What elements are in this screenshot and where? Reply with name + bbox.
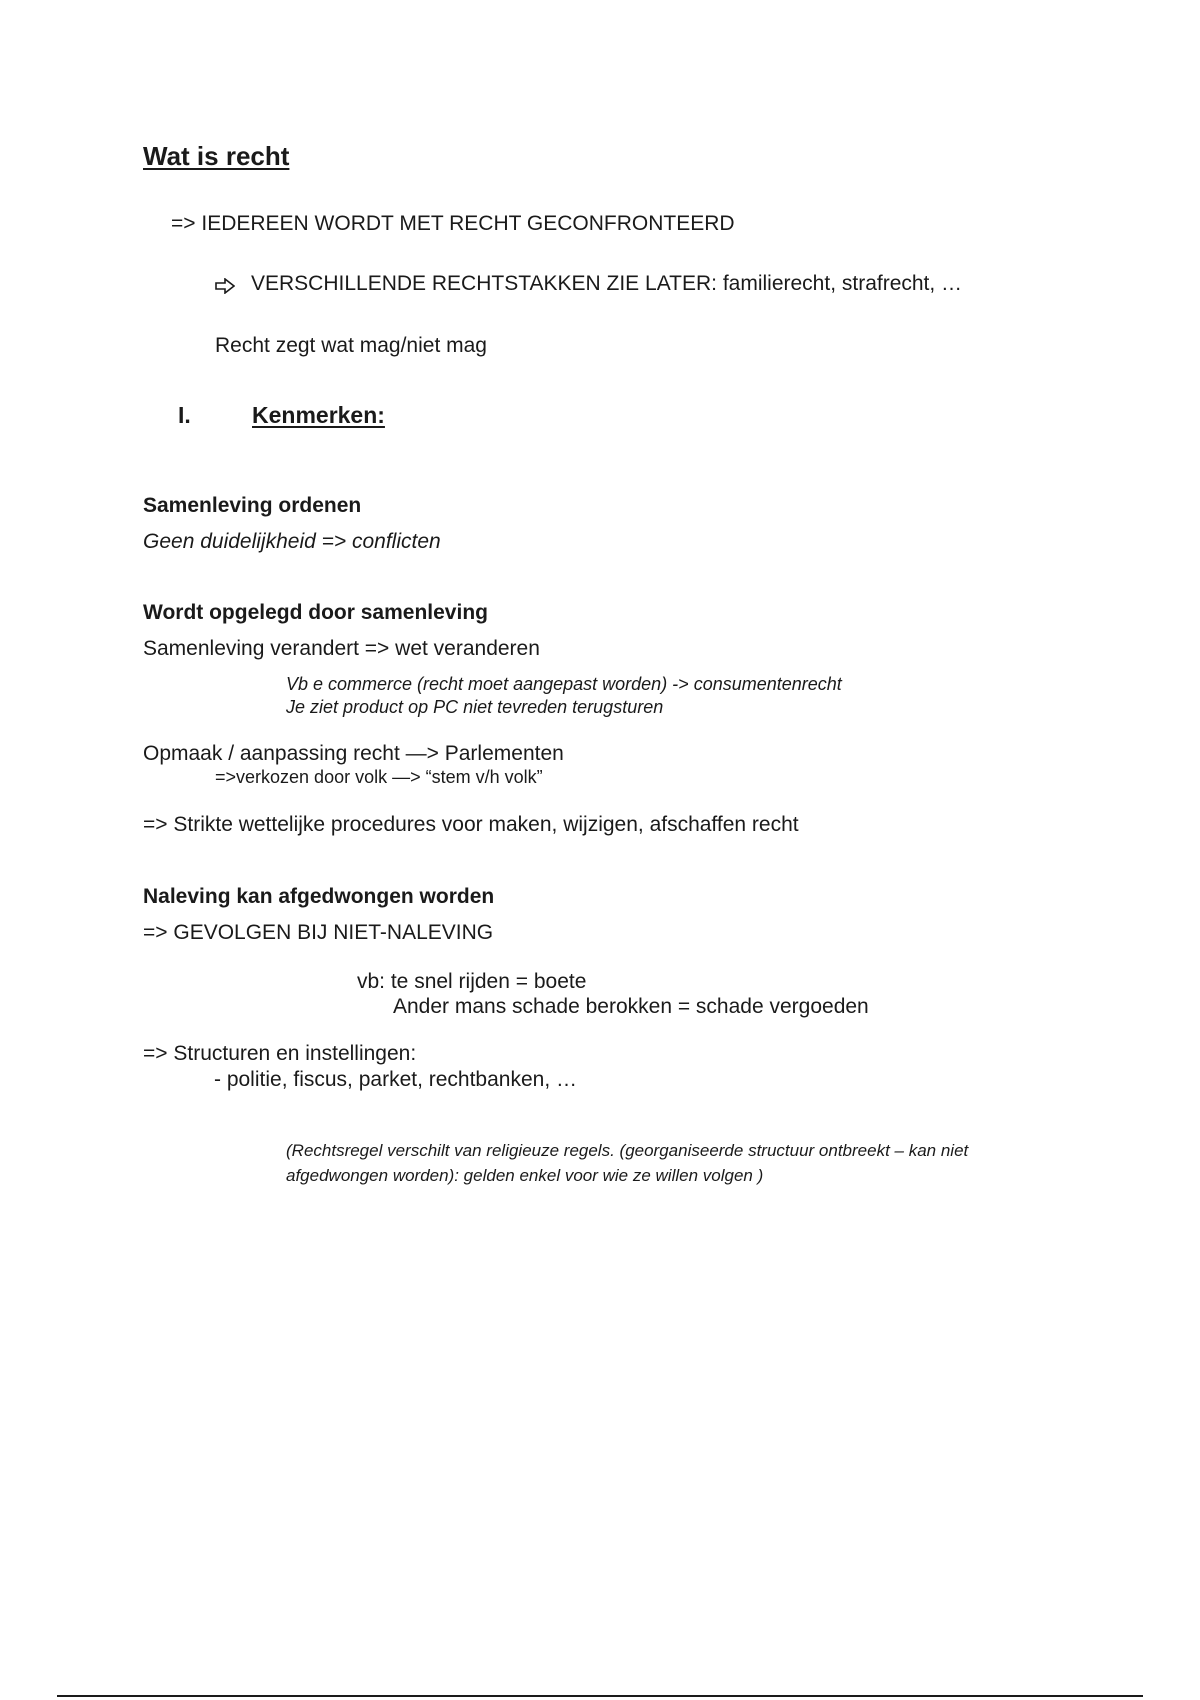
naleving-heading: Naleving kan afgedwongen worden xyxy=(143,885,495,908)
page-title: Wat is recht xyxy=(143,141,290,171)
vb-line-2: Ander mans schade berokken = schade vergoeden xyxy=(393,995,869,1018)
definition-line: Recht zegt wat mag/niet mag xyxy=(215,334,487,357)
section-heading xyxy=(178,402,385,429)
branches-text: VERSCHILLENDE RECHTSTAKKEN ZIE LATER: familierecht, strafrecht, … xyxy=(251,272,963,295)
ordenen-text: Geen duidelijkheid => conflicten xyxy=(143,530,441,553)
structuren-list: - politie, fiscus, parket, rechtbanken, … xyxy=(214,1068,577,1091)
opmaak-line: Opmaak / aanpassing recht —> Parlementen xyxy=(143,742,564,765)
section-number: I. xyxy=(178,402,191,428)
opgelegd-heading: Wordt opgelegd door samenleving xyxy=(143,601,488,624)
opgelegd-text: Samenleving verandert => wet veranderen xyxy=(143,637,540,660)
note-line-2: afgedwongen worden): gelden enkel voor wie ze willen volgen ) xyxy=(286,1166,764,1185)
gevolgen-line: => GEVOLGEN BIJ NIET-NALEVING xyxy=(143,921,494,944)
hollow-arrow-right-icon xyxy=(215,276,235,292)
ordenen-heading: Samenleving ordenen xyxy=(143,494,362,517)
opmaak-sub-line: =>verkozen door volk —> “stem v/h volk” xyxy=(215,767,543,787)
branches-row xyxy=(215,272,962,296)
structuren-line: => Structuren en instellingen: xyxy=(143,1042,417,1065)
example-line-2: Je ziet product op PC niet tevreden terugsturen xyxy=(286,697,664,717)
example-line-1: Vb e commerce (recht moet aangepast worden) -> consumentenrecht xyxy=(286,674,842,694)
section-label: Kenmerken: xyxy=(252,402,385,428)
intro-line: => IEDEREEN WORDT MET RECHT GECONFRONTEERD xyxy=(171,212,735,235)
note-line-1: (Rechtsregel verschilt van religieuze regels. (georganiseerde structuur ontbreekt – kan niet xyxy=(286,1141,969,1160)
vb-line-1: vb: te snel rijden = boete xyxy=(357,970,587,993)
procedures-line: => Strikte wettelijke procedures voor maken, wijzigen, afschaffen recht xyxy=(143,813,799,836)
footer-rule xyxy=(57,1695,1143,1697)
